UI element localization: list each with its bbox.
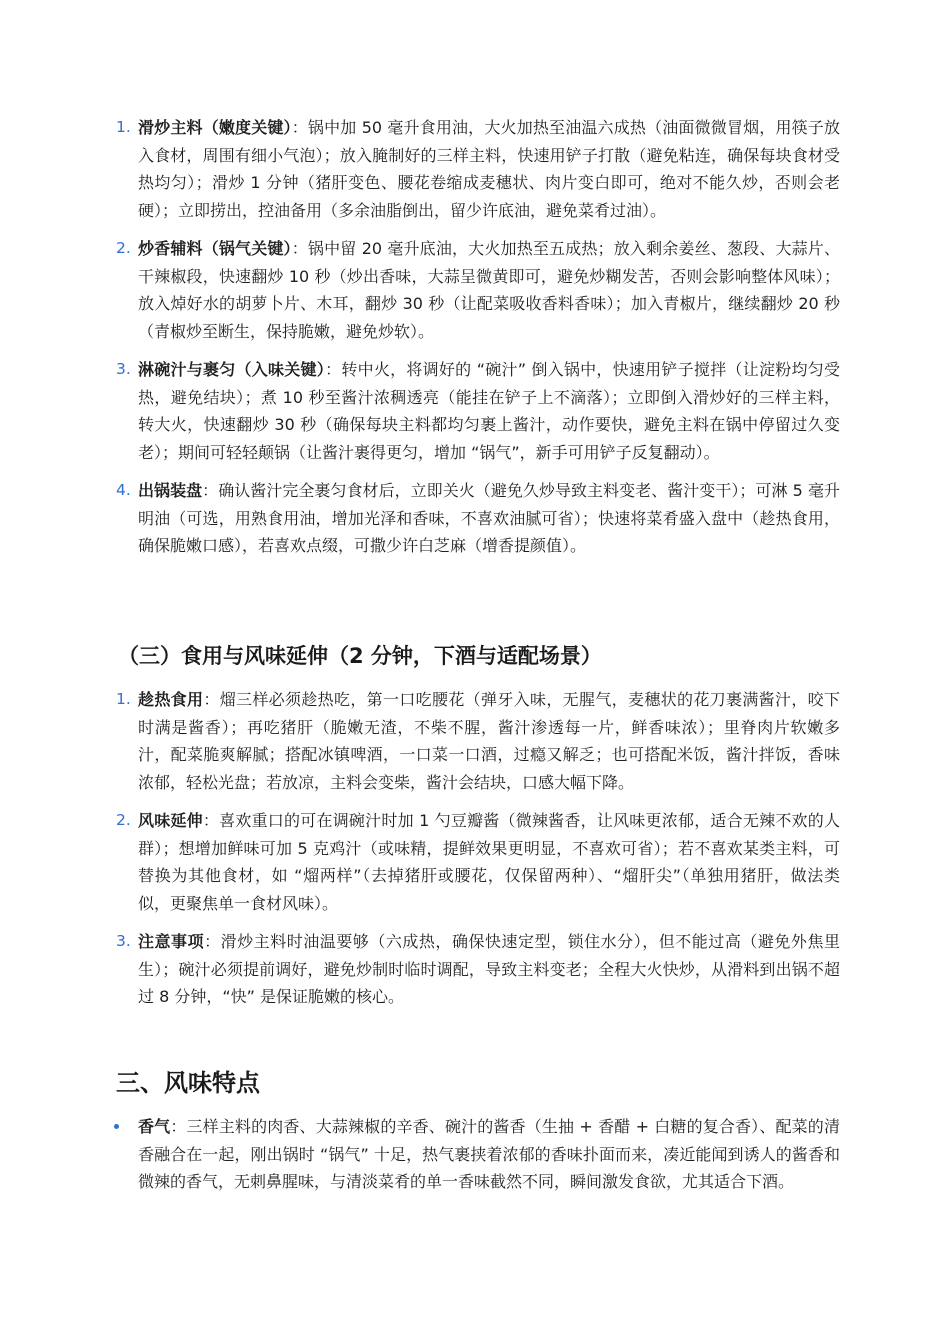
item-body: 确认酱汁完全裹匀食材后，立即关火（避免久炒导致主料变老、酱汁变干）；可淋 5 毫升明油（可选，用熟食用油，增加光泽和香味，不喜欢油腻可省）；快速将菜肴盛入盘中（趁热食用，确保脆嫩口感），若喜欢点缀，可撒少许白芝麻（增香提颜值）。: [138, 481, 840, 555]
flavor-list: [112, 1113, 840, 1207]
list-number: 1.: [116, 118, 131, 136]
item-body: 熘三样必须趁热吃，第一口吃腰花（弹牙入味，无腥气，麦穗状的花刀裹满酱汁，咬下时满是酱香）；再吃猪肝（脆嫩无渣，不柴不腥，酱汁渗透每一片，鲜香味浓）；里脊肉片软嫩多汁，配菜脆爽解腻；搭配冰镇啤酒，一口菜一口酒，过瘾又解乏；也可搭配米饭，酱汁拌饭，香味浓郁，轻松光盘；若放凉，主料会变柴，酱汁会结块，口感大幅下降。: [138, 690, 840, 792]
list-number: 1.: [116, 690, 131, 708]
list-item: 4. 出锅装盘：确认酱汁完全裹匀食材后，立即关火（避免久炒导致主料变老、酱汁变干）；可淋 5 毫升明油（可选，用熟食用油，增加光泽和香味，不喜欢油腻可省）；快速将菜肴盛入盘中（趁热食用，确保脆嫩口感），若喜欢点缀，可撒少许白芝麻（增香提颜值）。: [112, 477, 840, 560]
item-body: 喜欢重口的可在调碗汁时加 1 勺豆瓣酱（微辣酱香，让风味更浓郁，适合无辣不欢的人群）；想增加鲜味可加 5 克鸡汁（或味精，提鲜效果更明显，不喜欢可省）；若不喜欢某类主料，可替换为其他食材，如 “熘两样”（去掉猪肝或腰花，仅保留两种）、“熘肝尖”（单独用猪肝，做法类似，更聚焦单一食材风味）。: [138, 811, 840, 913]
list-number: 2.: [116, 811, 131, 829]
item-body: 锅中加 50 毫升食用油，大火加热至油温六成热（油面微微冒烟，用筷子放入食材，周围有细小气泡）；放入腌制好的三样主料，快速用铲子打散（避免粘连，确保每块食材受热均匀）；滑炒 1 分钟（猪肝变色、腰花卷缩成麦穗状、肉片变白即可，绝对不能久炒，否则会老硬）；立即捞出，控油备用（多余油脂倒出，留少许底油，避免菜肴过油）。: [138, 118, 840, 220]
item-body: 滑炒主料时油温要够（六成热，确保快速定型，锁住水分），但不能过高（避免外焦里生）；碗汁必须提前调好，避免炒制时临时调配，导致主料变老；全程大火快炒，从滑料到出锅不超过 8 分钟，“快” 是保证脆嫩的核心。: [138, 932, 840, 1006]
item-term: 炒香辅料（锅气关键）: [138, 239, 292, 258]
eating-list: [112, 686, 840, 1022]
item-term: 出锅装盘: [138, 481, 203, 500]
list-item: 3. 注意事项：滑炒主料时油温要够（六成热，确保快速定型，锁住水分），但不能过高（避免外焦里生）；碗汁必须提前调好，避免炒制时临时调配，导致主料变老；全程大火快炒，从滑料到出锅不超过 8 分钟，“快” 是保证脆嫩的核心。: [112, 928, 840, 1011]
steps-list: [112, 114, 840, 571]
item-term: 香气: [138, 1117, 171, 1136]
item-term: 淋碗汁与裹匀（入味关键）: [138, 360, 326, 379]
bullet-icon: [114, 1124, 119, 1129]
list-item: 香气：三样主料的肉香、大蒜辣椒的辛香、碗汁的酱香（生抽 + 香醋 + 白糖的复合香）、配菜的清香融合在一起，刚出锅时 “锅气” 十足，热气裹挟着浓郁的香味扑面而来，凑近能闻到诱人的酱香和微辣的香气，无刺鼻腥味，与清淡菜肴的单一香味截然不同，瞬间激发食欲，尤其适合下酒。: [112, 1113, 840, 1196]
list-item: 3. 淋碗汁与裹匀（入味关键）：转中火，将调好的 “碗汁” 倒入锅中，快速用铲子搅拌（让淀粉均匀受热，避免结块）；煮 10 秒至酱汁浓稠透亮（能挂在铲子上不滴落）；立即倒入滑炒好的三样主料，转大火，快速翻炒 30 秒（确保每块主料都均匀裹上酱汁，动作要快，避免主料在锅中停留过久变老）；期间可轻轻颠锅（让酱汁裹得更匀，增加 “锅气”，新手可用铲子反复翻动）。: [112, 356, 840, 466]
item-body: 锅中留 20 毫升底油，大火加热至五成热；放入剩余姜丝、葱段、大蒜片、干辣椒段，快速翻炒 10 秒（炒出香味，大蒜呈微黄即可，避免炒糊发苦，否则会影响整体风味）；放入焯好水的胡萝卜片、木耳，翻炒 30 秒（让配菜吸收香料香味）；加入青椒片，继续翻炒 20 秒（青椒炒至断生，保持脆嫩，避免炒软）。: [138, 239, 840, 341]
list-number: 3.: [116, 360, 131, 378]
list-item: 2. 炒香辅料（锅气关键）：锅中留 20 毫升底油，大火加热至五成热；放入剩余姜丝、葱段、大蒜片、干辣椒段，快速翻炒 10 秒（炒出香味，大蒜呈微黄即可，避免炒糊发苦，否则会影响整体风味）；放入焯好水的胡萝卜片、木耳，翻炒 30 秒（让配菜吸收香料香味）；加入青椒片，继续翻炒 20 秒（青椒炒至断生，保持脆嫩，避免炒软）。: [112, 235, 840, 345]
item-term: 注意事项: [138, 932, 205, 951]
item-term: 风味延伸: [138, 811, 203, 830]
list-item: 1. 趁热食用：熘三样必须趁热吃，第一口吃腰花（弹牙入味，无腥气，麦穗状的花刀裹满酱汁，咬下时满是酱香）；再吃猪肝（脆嫩无渣，不柴不腥，酱汁渗透每一片，鲜香味浓）；里脊肉片软嫩多汁，配菜脆爽解腻；搭配冰镇啤酒，一口菜一口酒，过瘾又解乏；也可搭配米饭，酱汁拌饭，香味浓郁，轻松光盘；若放凉，主料会变柴，酱汁会结块，口感大幅下降。: [112, 686, 840, 796]
item-term: 趁热食用: [138, 690, 204, 709]
item-body: 三样主料的肉香、大蒜辣椒的辛香、碗汁的酱香（生抽 + 香醋 + 白糖的复合香）、配菜的清香融合在一起，刚出锅时 “锅气” 十足，热气裹挟着浓郁的香味扑面而来，凑近能闻到诱人的酱香和微辣的香气，无刺鼻腥味，与清淡菜肴的单一香味截然不同，瞬间激发食欲，尤其适合下酒。: [138, 1117, 840, 1191]
list-item: 2. 风味延伸：喜欢重口的可在调碗汁时加 1 勺豆瓣酱（微辣酱香，让风味更浓郁，适合无辣不欢的人群）；想增加鲜味可加 5 克鸡汁（或味精，提鲜效果更明显，不喜欢可省）；若不喜欢某类主料，可替换为其他食材，如 “熘两样”（去掉猪肝或腰花，仅保留两种）、“熘肝尖”（单独用猪肝，做法类似，更聚焦单一食材风味）。: [112, 807, 840, 917]
item-term: 滑炒主料（嫩度关键）: [138, 118, 292, 137]
list-number: 4.: [116, 481, 131, 499]
section-heading-2: 三、风味特点: [116, 1069, 260, 1097]
list-number: 2.: [116, 239, 131, 257]
section-heading-3: （三）食用与风味延伸（2 分钟，下酒与适配场景）: [118, 644, 602, 668]
list-item: 1. 滑炒主料（嫩度关键）：锅中加 50 毫升食用油，大火加热至油温六成热（油面微微冒烟，用筷子放入食材，周围有细小气泡）；放入腌制好的三样主料，快速用铲子打散（避免粘连，确保每块食材受热均匀）；滑炒 1 分钟（猪肝变色、腰花卷缩成麦穗状、肉片变白即可，绝对不能久炒，否则会老硬）；立即捞出，控油备用（多余油脂倒出，留少许底油，避免菜肴过油）。: [112, 114, 840, 224]
item-body: 转中火，将调好的 “碗汁” 倒入锅中，快速用铲子搅拌（让淀粉均匀受热，避免结块）；煮 10 秒至酱汁浓稠透亮（能挂在铲子上不滴落）；立即倒入滑炒好的三样主料，转大火，快速翻炒 30 秒（确保每块主料都均匀裹上酱汁，动作要快，避免主料在锅中停留过久变老）；期间可轻轻颠锅（让酱汁裹得更匀，增加 “锅气”，新手可用铲子反复翻动）。: [138, 360, 840, 462]
list-number: 3.: [116, 932, 131, 950]
